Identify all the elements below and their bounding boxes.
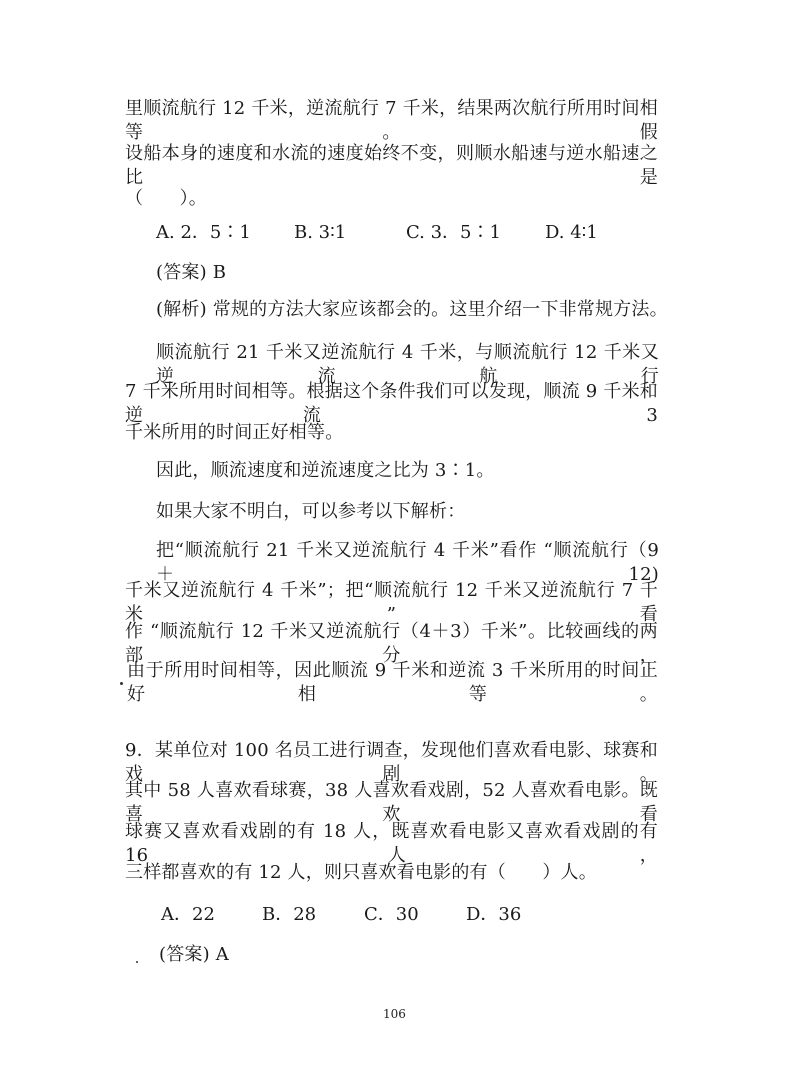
problem8-option-a: A. 2．5∶1 (156, 222, 251, 243)
problem9-stem-line-3: 球赛又喜欢看戏剧的有 18 人，既喜欢看电影又喜欢看戏剧的有 16 人， (125, 821, 658, 866)
problem9-option-c: C．30 (364, 904, 419, 925)
problem8-option-d: D. 4∶1 (545, 222, 598, 243)
scan-speck (120, 682, 123, 685)
problem9-option-d: D．36 (466, 904, 522, 925)
problem8-body-line-5: 如果大家不明白，可以参考以下解析： (156, 501, 466, 522)
problem8-stem-line-2: 设船本身的速度和水流的速度始终不变，则顺水船速与逆水船速之比是 (125, 143, 658, 188)
problem8-body-line-7: 千米又逆流航行 4 千米”；把“顺流航行 12 千米又逆流航行 7 千米”看 (125, 580, 658, 625)
problem8-body-line-3: 千米所用的时间正好相等。 (125, 422, 344, 443)
problem8-answer: (答案) B (156, 262, 227, 283)
page-number: 106 (383, 1007, 406, 1021)
problem8-body-line-8: 作 “顺流航行 12 千米又逆流航行（4＋3）千米”。比较画线的两部分， (125, 621, 658, 666)
problem8-body-line-2: 7 千米所用时间相等。根据这个条件我们可以发现，顺流 9 千米和逆流 3 (125, 381, 658, 426)
problem8-body-line-4: 因此，顺流速度和逆流速度之比为 3∶1。 (156, 460, 495, 481)
problem8-option-b: B. 3∶1 (294, 222, 347, 243)
problem9-answer: (答案) A (159, 944, 229, 965)
problem8-body-line-1: 顺流航行 21 千米又逆流航行 4 千米，与顺流航行 12 千米又逆流航行 (156, 342, 659, 387)
problem8-option-c: C. 3．5∶1 (406, 222, 501, 243)
problem8-body-line-9: 由于所用时间相等，因此顺流 9 千米和逆流 3 千米所用的时间正好相等。 (127, 660, 658, 705)
problem9-stem-line-4: 三样都喜欢的有 12 人，则只喜欢看电影的有（ ）人。 (125, 862, 597, 883)
problem8-body-line-6: 把“顺流航行 21 千米又逆流航行 4 千米”看作 “顺流航行（9＋12) (156, 540, 659, 585)
problem9-option-b: B．28 (262, 904, 317, 925)
problem8-stem-line-3: （ ）。 (125, 188, 207, 209)
problem8-stem-line-1: 里顺流航行 12 千米，逆流航行 7 千米，结果两次航行所用时间相等。假 (125, 98, 658, 143)
problem8-analysis: (解析) 常规的方法大家应该都会的。这里介绍一下非常规方法。 (156, 299, 668, 320)
scan-speck (136, 961, 138, 963)
problem9-option-a: A．22 (161, 904, 215, 925)
problem9-stem-line-2: 其中 58 人喜欢看球赛，38 人喜欢看戏剧，52 人喜欢看电影。既喜欢看 (125, 780, 658, 825)
problem9-stem-line-1: 9．某单位对 100 名员工进行调查，发现他们喜欢看电影、球赛和戏剧。 (125, 740, 658, 785)
